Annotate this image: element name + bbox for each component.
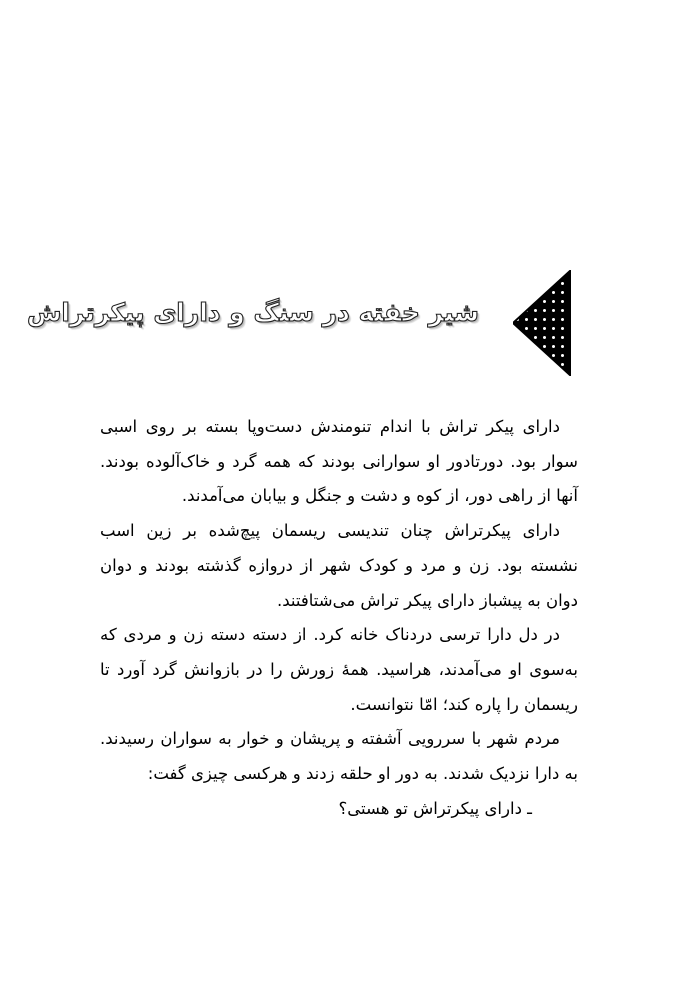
dialogue-line: ـ دارای پیکرتراش تو هستی؟ bbox=[338, 798, 532, 818]
chapter-heading bbox=[0, 262, 679, 382]
paragraph: مردم شهر با سررویی آشفته و پریشان و خوار به سواران رسیدند. به دارا نزدیک شدند. به دور او حلقه زدند و هرکسی چیزی گفت: bbox=[100, 729, 578, 784]
story-text bbox=[100, 410, 578, 826]
chapter-title: شیر خفته در سنگ و دارای پیکرتراش bbox=[26, 298, 479, 327]
paragraph: دارای پیکرتراش چنان تندیسی ریسمان پیچ‌شده بر زین اسب نشسته بود. زن و مرد و کودک شهر از دروازه گذشته بودند و دوان دوان به پیشباز دارای پیکر تراش می‌شتافتند. bbox=[100, 521, 578, 610]
dotted-triangle-icon bbox=[513, 270, 571, 376]
paragraph: دارای پیکر تراش با اندام تنومندش دست‌وپا بسته بر روی اسبی سوار بود. دورتادور او سوارانی بودند که همه گرد و خاک‌آلوده بودند. آنها از راهی دور، از کوه و دشت و جنگل و بیابان می‌آمدند. bbox=[100, 417, 578, 506]
paragraph: در دل دارا ترسی دردناک خانه کرد. از دسته دسته زن و مردی که به‌سوی او می‌آمدند، هراسید. همهٔ زورش را در بازوانش گرد آورد تا ریسمان را پاره کند؛ امّا نتوانست. bbox=[100, 625, 578, 714]
